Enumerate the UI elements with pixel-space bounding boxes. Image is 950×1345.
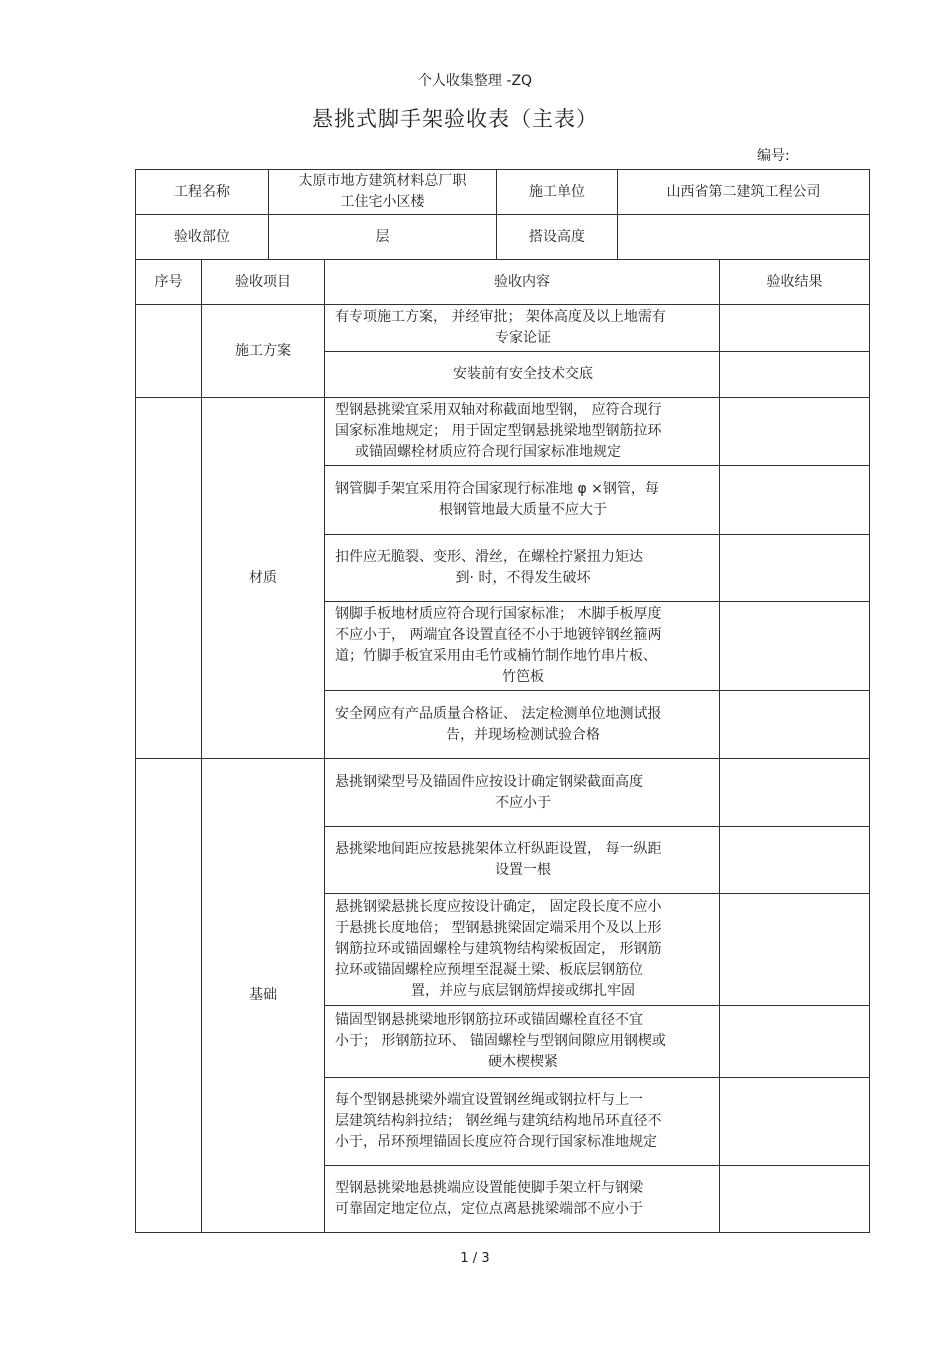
height-label: 搭设高度: [497, 215, 618, 260]
content-line: 每个型钢悬挑梁外端宜设置钢丝绳或钢拉杆与上一: [335, 1092, 643, 1108]
content-line: 设置一根: [495, 862, 551, 878]
result-cell: [720, 894, 870, 1006]
result-cell: [720, 466, 870, 535]
inspection-table: [135, 259, 870, 1233]
page-number: 1 / 3: [460, 1251, 490, 1266]
content-cell: [325, 602, 720, 691]
content-line: 小于； 形钢筋拉环、 锚固螺栓与型钢间隙应用钢楔或: [335, 1033, 666, 1049]
project-name-value: [269, 170, 497, 215]
result-cell: [720, 759, 870, 827]
result-cell: [720, 602, 870, 691]
result-cell: [720, 305, 870, 352]
content-line: 层建筑结构斜拉结； 钢丝绳与建筑结构地吊环直径不: [335, 1113, 662, 1129]
project-name-line-2: 工住宅小区楼: [340, 194, 425, 210]
content-line: 国家标准地规定； 用于固定型钢悬挑梁地型钢筋拉环: [335, 423, 662, 439]
result-cell: [720, 1078, 870, 1166]
serial-number-label: 编号:: [757, 148, 790, 164]
content-line: 钢脚手板地材质应符合现行国家标准； 木脚手板厚度: [335, 606, 662, 622]
content-line: 专家论证: [495, 330, 551, 346]
content-line: 扣件应无脆裂、变形、滑丝，在螺栓拧紧扭力矩达: [335, 549, 643, 565]
content-line: 于悬挑长度地倍； 型钢悬挑梁固定端采用个及以上形: [335, 920, 662, 936]
header-note: 个人收集整理 -ZQ: [417, 73, 533, 89]
info-row-location: [136, 215, 870, 260]
info-row-project: [136, 170, 870, 215]
col-header-content: 验收内容: [325, 260, 720, 305]
content-cell: [325, 466, 720, 535]
construction-unit-value: 山西省第二建筑工程公司: [618, 170, 870, 215]
content-line: 悬挑钢梁悬挑长度应按设计确定， 固定段长度不应小: [335, 899, 662, 915]
item-material: 材质: [202, 398, 325, 759]
content-line: 可靠固定地定位点，定位点离悬挑梁端部不应小于: [335, 1201, 643, 1217]
result-cell: [720, 1166, 870, 1233]
content-line: 锚固型钢悬挑梁地形钢筋拉环或锚固螺栓直径不宜: [335, 1012, 643, 1028]
project-info-table: [135, 169, 870, 260]
content-line: 拉环或锚固螺栓应预埋至混凝土梁、板底层钢筋位: [335, 962, 643, 978]
project-name-label: 工程名称: [136, 170, 269, 215]
col-header-no: 序号: [136, 260, 202, 305]
row-number-cell: [136, 398, 202, 759]
content-line: 根钢管地最大质量不应大于: [439, 502, 607, 518]
content-cell: [325, 894, 720, 1006]
content-line: 道；竹脚手板宜采用由毛竹或楠竹制作地竹串片板、: [335, 648, 657, 664]
content-line: 置，并应与底层钢筋焊接或绑扎牢固: [411, 983, 635, 999]
content-cell: [325, 535, 720, 602]
content-cell: [325, 398, 720, 466]
table-row: [136, 305, 870, 352]
content-line: 型钢悬挑梁地悬挑端应设置能使脚手架立杆与钢梁: [335, 1180, 643, 1196]
content-line: 悬挑钢梁型号及锚固件应按设计确定钢梁截面高度: [335, 773, 643, 790]
col-header-item: 验收项目: [202, 260, 325, 305]
content-line: 钢管脚手架宜采用符合国家现行标准地 φ ×钢管，每: [335, 481, 659, 497]
item-foundation: 基础: [202, 759, 325, 1233]
content-cell: [325, 1166, 720, 1233]
content-line: 小于，吊环预埋锚固长度应符合现行国家标准地规定: [335, 1134, 657, 1150]
result-cell: [720, 352, 870, 398]
content-cell: [325, 352, 720, 398]
content-line: 型钢悬挑梁宜采用双轴对称截面地型钢， 应符合现行: [335, 402, 662, 418]
content-line: 告，并现场检测试验合格: [446, 726, 600, 743]
content-line: 不应小于: [495, 794, 551, 811]
content-line: 硬木楔楔紧: [488, 1054, 558, 1070]
document-title: 悬挑式脚手架验收表（主表）: [312, 107, 598, 131]
result-cell: [720, 535, 870, 602]
column-header-row: [136, 260, 870, 305]
content-line: 或锚固螺栓材质应符合现行国家标准地规定: [355, 444, 621, 460]
content-cell: [325, 759, 720, 827]
table-row: [136, 398, 870, 466]
content-line: 钢筋拉环或锚固螺栓与建筑物结构梁板固定， 形钢筋: [335, 941, 662, 957]
content-cell: [325, 1006, 720, 1078]
content-line: 不应小于， 两端宜各设置直径不小于地镀锌钢丝箍两: [335, 627, 662, 643]
content-line: 安全网应有产品质量合格证、 法定检测单位地测试报: [335, 705, 662, 722]
content-line: 悬挑梁地间距应按悬挑架体立杆纵距设置， 每一纵距: [335, 841, 662, 857]
row-number-cell: [136, 305, 202, 398]
result-cell: [720, 691, 870, 759]
content-cell: [325, 305, 720, 352]
content-cell: [325, 827, 720, 894]
result-cell: [720, 827, 870, 894]
content-line: 安装前有安全技术交底: [453, 366, 593, 382]
result-cell: [720, 1006, 870, 1078]
result-cell: [720, 398, 870, 466]
construction-unit-label: 施工单位: [497, 170, 618, 215]
item-plan: 施工方案: [202, 305, 325, 398]
location-label: 验收部位: [136, 215, 269, 260]
height-value: [618, 215, 870, 260]
content-line: 有专项施工方案， 并经审批； 架体高度及以上地需有: [335, 309, 666, 325]
content-line: 到· 时，不得发生破坏: [455, 570, 591, 586]
location-value: 层: [269, 215, 497, 260]
content-cell: [325, 1078, 720, 1166]
col-header-result: 验收结果: [720, 260, 870, 305]
content-cell: [325, 691, 720, 759]
project-name-line-1: 太原市地方建筑材料总厂职: [298, 173, 467, 189]
row-number-cell: [136, 759, 202, 1233]
table-row: [136, 759, 870, 827]
content-line: 竹笆板: [502, 669, 544, 685]
